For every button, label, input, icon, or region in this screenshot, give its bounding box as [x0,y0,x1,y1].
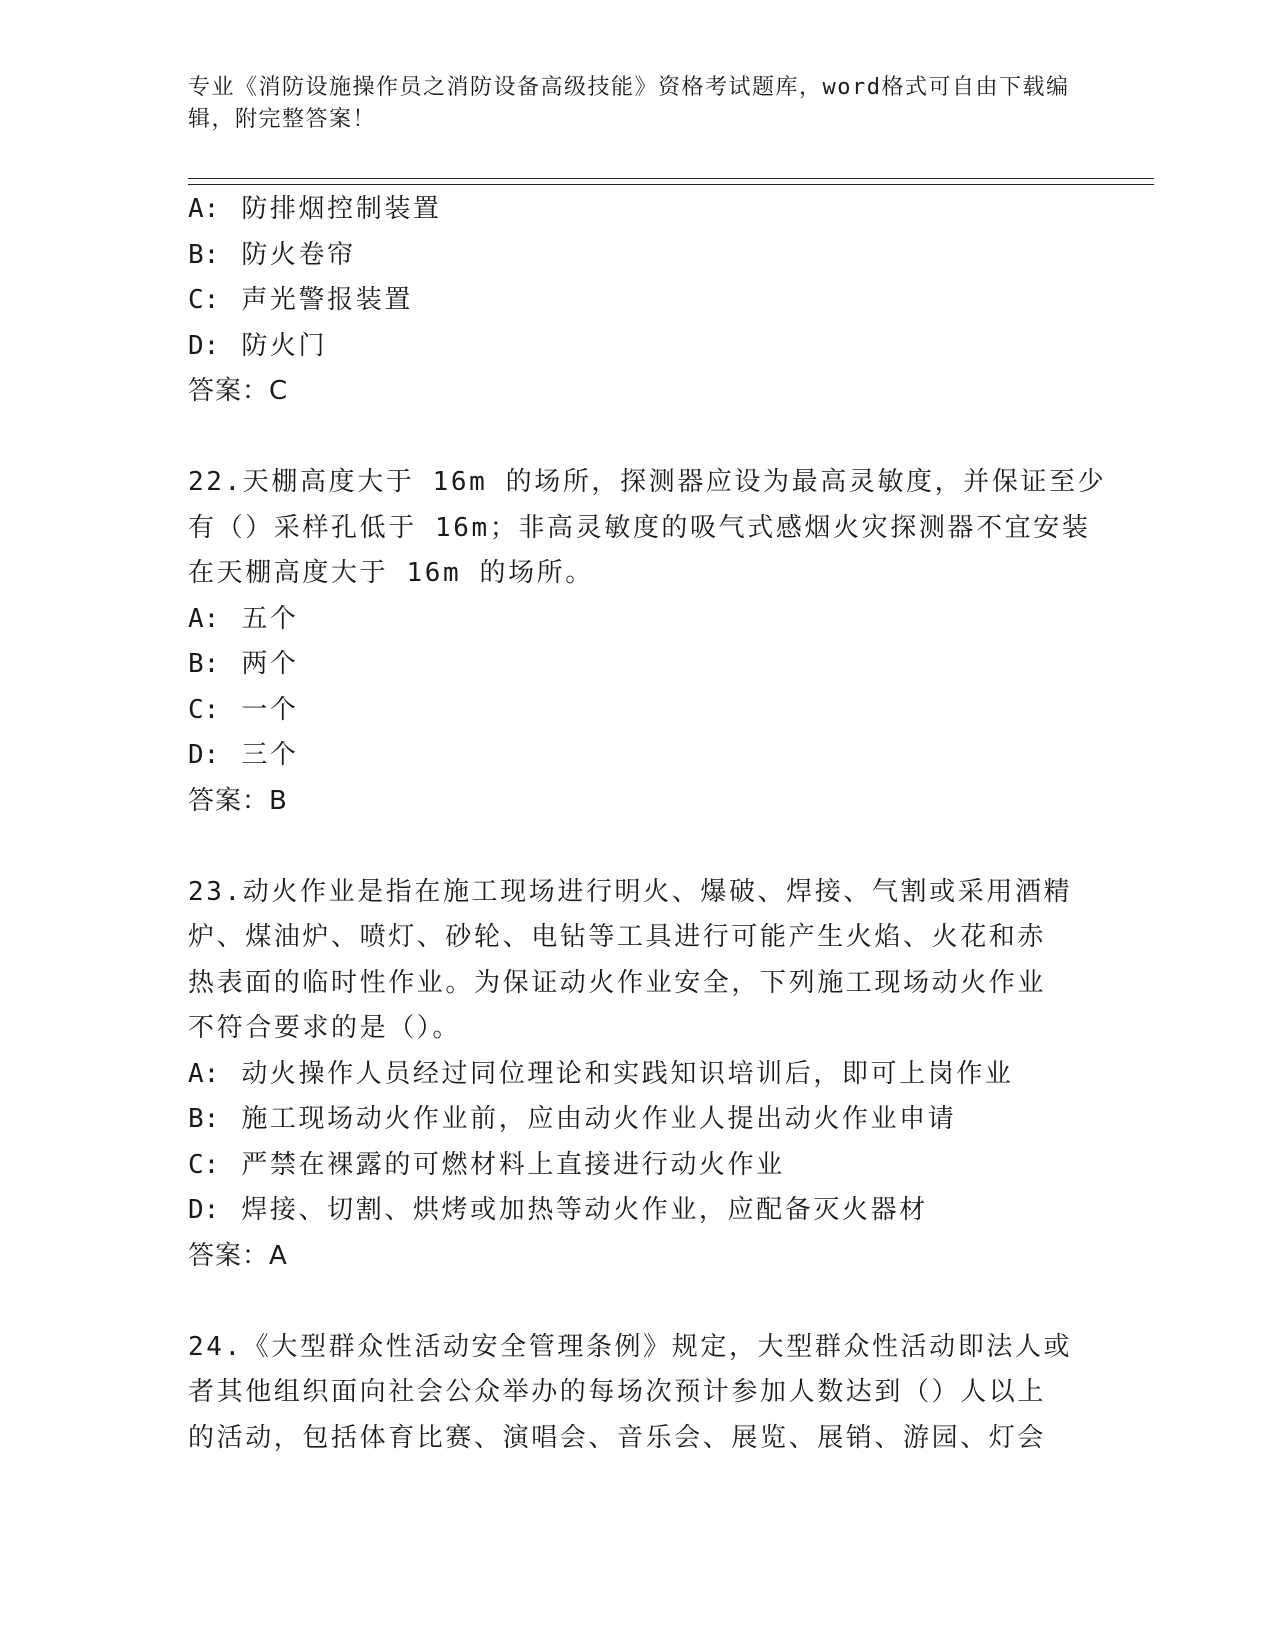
option-text: 三个 [241,740,299,770]
option-letter: D: [188,330,220,361]
option-text: 两个 [241,649,299,679]
option-text: 严禁在裸露的可燃材料上直接进行动火作业 [241,1149,785,1180]
option-letter: C: [188,694,220,725]
question-stem-line: 者其他组织面向社会公众举办的每场次预计参加人数达到（）人以上 [188,1377,1047,1407]
option-letter: C: [188,285,220,315]
option-letter: B: [188,239,220,270]
option-a [188,187,1108,233]
option-text: 声光警报装置 [241,285,413,315]
question-stem-line: 的活动，包括体育比赛、演唱会、音乐会、展览、展销、游园、灯会 [188,1422,1047,1453]
question-stem-line: 热表面的临时性作业。为保证动火作业安全，下列施工现场动火作业 [188,967,1047,998]
option-d [188,733,1108,779]
question-stem-line: 有（）采样孔低于 16m；非高灵敏度的吸气式感烟火灾探测器不宜安装 [188,512,1091,543]
answer: 答案：A [188,1240,288,1271]
question-21 [188,187,1108,415]
answer: 答案：B [188,785,288,816]
option-a [188,597,1108,643]
option-c [188,688,1108,734]
header-text: 专业《消防设施操作员之消防设备高级技能》资格考试题库，word格式可自由下载编辑，附完整答案！ [188,75,1070,132]
header-divider-bottom [188,184,1154,185]
question-stem-line: 炉、煤油炉、喷灯、砂轮、电钻等工具进行可能产生火焰、火花和赤 [188,922,1047,952]
option-letter: B: [188,1104,220,1134]
option-letter: D: [188,1195,220,1225]
option-d [188,1188,1108,1234]
option-text: 焊接、切割、烘烤或加热等动火作业，应配备灭火器材 [241,1195,928,1225]
question-content [188,187,1108,1461]
option-b [188,233,1108,279]
question-stem-line: 24.《大型群众性活动安全管理条例》规定，大型群众性活动即法人或 [188,1331,1073,1362]
option-c [188,278,1108,324]
option-d [188,324,1108,370]
option-text: 防排烟控制装置 [241,194,442,224]
option-text: 一个 [241,694,299,725]
option-letter: A: [188,1058,220,1089]
option-b [188,1097,1108,1143]
option-letter: A: [188,603,220,634]
option-letter: C: [188,1149,220,1180]
document-header [188,72,1088,136]
option-letter: B: [188,649,220,679]
question-stem-line: 不符合要求的是（）。 [188,1013,462,1043]
option-letter: A: [188,194,220,224]
question-24 [188,1325,1108,1462]
question-stem-line: 22.天棚高度大于 16m 的场所，探测器应设为最高灵敏度，并保证至少 [188,467,1107,497]
question-22 [188,460,1108,824]
option-text: 五个 [241,603,299,634]
answer: 答案：C [188,376,289,406]
question-stem-line: 23.动火作业是指在施工现场进行明火、爆破、焊接、气割或采用酒精 [188,876,1073,907]
option-text: 防火门 [241,330,328,361]
header-divider-top [188,178,1154,179]
option-c [188,1143,1108,1189]
option-letter: D: [188,740,220,770]
question-stem-line: 在天棚高度大于 16m 的场所。 [188,558,594,588]
option-a [188,1052,1108,1098]
option-b [188,642,1108,688]
option-text: 施工现场动火作业前，应由动火作业人提出动火作业申请 [241,1104,957,1134]
option-text: 防火卷帘 [241,239,356,270]
option-text: 动火操作人员经过同位理论和实践知识培训后，即可上岗作业 [241,1058,1014,1089]
question-23 [188,870,1108,1280]
